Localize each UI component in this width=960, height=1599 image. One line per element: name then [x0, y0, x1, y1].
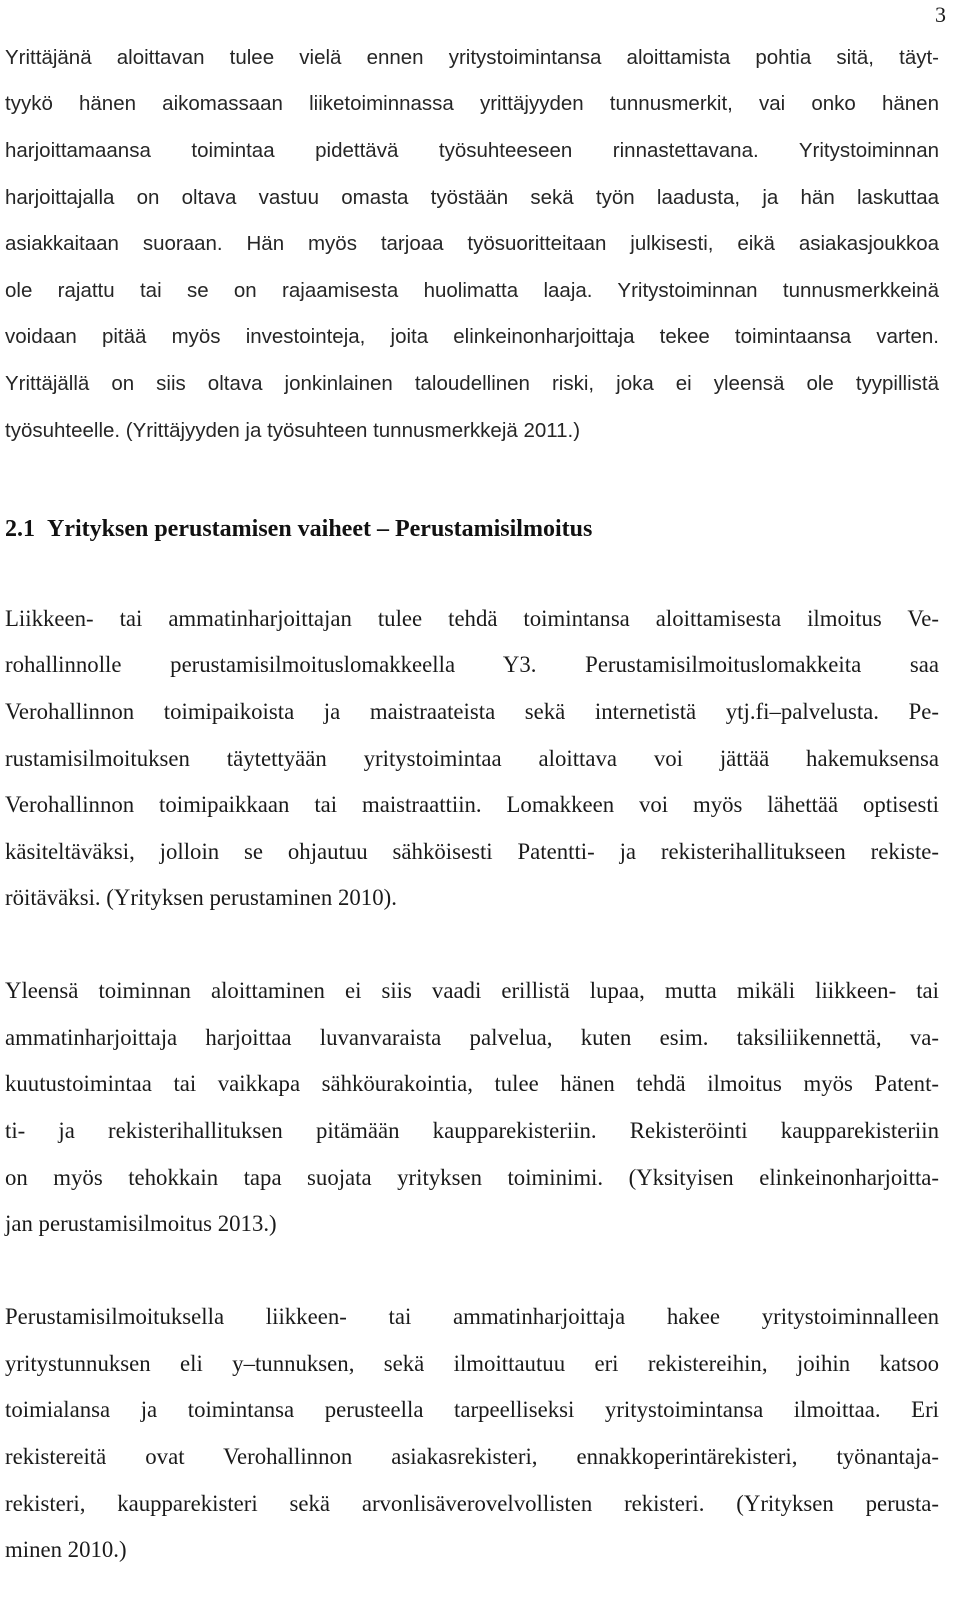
- text-line: harjoittajalla on oltava vastuu omasta työstään sekä työn laadusta, ja hän laskuttaa: [5, 186, 939, 209]
- text-line: käsiteltäväksi, jolloin se ohjautuu sähköisesti Patentti- ja rekisterihallitukseen rekiste-: [5, 839, 939, 864]
- text-line: Verohallinnon toimipaikkaan tai maistraattiin. Lomakkeen voi myös lähettää optisesti: [5, 792, 939, 817]
- text-line: ti- ja rekisterihallituksen pitämään kaupparekisteriin. Rekisteröinti kaupparekisteriin: [5, 1118, 939, 1143]
- text-line: kuutustoimintaa tai vaikkapa sähköurakointia, tulee hänen tehdä ilmoitus myös Patent-: [5, 1071, 939, 1096]
- text-line: röitäväksi. (Yrityksen perustaminen 2010).: [5, 885, 397, 910]
- text-line: on myös tehokkain tapa suojata yrityksen toiminimi. (Yksityisen elinkeinonharjoitta-: [5, 1165, 939, 1190]
- text-line: Liikkeen- tai ammatinharjoittajan tulee tehdä toimintansa aloittamisesta ilmoitus Ve-: [5, 606, 939, 631]
- text-line: Yrittäjänä aloittavan tulee vielä ennen yritystoimintansa aloittamista pohtia sitä, täyt-: [5, 46, 939, 69]
- text-line: harjoittamaansa toimintaa pidettävä työsuhteeseen rinnastettavana. Yritystoiminnan: [5, 139, 939, 162]
- text-line: työsuhteelle. (Yrittäjyyden ja työsuhteen tunnusmerkkejä 2011.): [5, 419, 581, 442]
- text-line: rohallinnolle perustamisilmoituslomakkeella Y3. Perustamisilmoituslomakkeita saa: [5, 652, 939, 677]
- text-line: jan perustamisilmoitus 2013.): [5, 1211, 277, 1236]
- text-line: toimialansa ja toimintansa perusteella tarpeelliseksi yritystoimintansa ilmoittaa. Eri: [5, 1397, 939, 1422]
- text-line: rekistereitä ovat Verohallinnon asiakasrekisteri, ennakkoperintärekisteri, työnantaja-: [5, 1444, 939, 1469]
- section-heading: [5, 516, 592, 543]
- text-line: ole rajattu tai se on rajaamisesta huolimatta laaja. Yritystoiminnan tunnusmerkkeinä: [5, 279, 939, 302]
- text-line: tyykö hänen aikomassaan liiketoiminnassa yrittäjyyden tunnusmerkit, vai onko hänen: [5, 92, 939, 115]
- text-line: Yrittäjällä on siis oltava jonkinlainen taloudellinen riski, joka ei yleensä ole tyypillistä: [5, 372, 939, 395]
- text-line: asiakkaitaan suoraan. Hän myös tarjoaa työsuoritteitaan julkisesti, eikä asiakasjoukkoa: [5, 232, 939, 255]
- text-line: ammatinharjoittaja harjoittaa luvanvaraista palvelua, kuten esim. taksiliikennettä, va-: [5, 1025, 939, 1050]
- text-line: rekisteri, kaupparekisteri sekä arvonlisäverovelvollisten rekisteri. (Yrityksen perusta-: [5, 1491, 939, 1516]
- text-line: minen 2010.): [5, 1537, 127, 1562]
- section-title: Yrityksen perustamisen vaiheet – Perustamisilmoitus: [47, 516, 593, 542]
- text-line: Perustamisilmoituksella liikkeen- tai ammatinharjoittaja hakee yritystoiminnalleen: [5, 1304, 939, 1329]
- page-number: 3: [935, 2, 946, 27]
- section-number: 2.1: [5, 516, 35, 542]
- text-line: rustamisilmoituksen täytettyään yritystoimintaa aloittava voi jättää hakemuksensa: [5, 746, 939, 771]
- text-line: Verohallinnon toimipaikoista ja maistraateista sekä internetistä ytj.fi–palvelusta. Pe-: [5, 699, 939, 724]
- text-line: voidaan pitää myös investointeja, joita elinkeinonharjoittaja tekee toimintaansa varten.: [5, 325, 939, 348]
- text-line: yritystunnuksen eli y–tunnuksen, sekä ilmoittautuu eri rekistereihin, joihin katsoo: [5, 1351, 939, 1376]
- text-line: Yleensä toiminnan aloittaminen ei siis vaadi erillistä lupaa, mutta mikäli liikkeen- tai: [5, 978, 939, 1003]
